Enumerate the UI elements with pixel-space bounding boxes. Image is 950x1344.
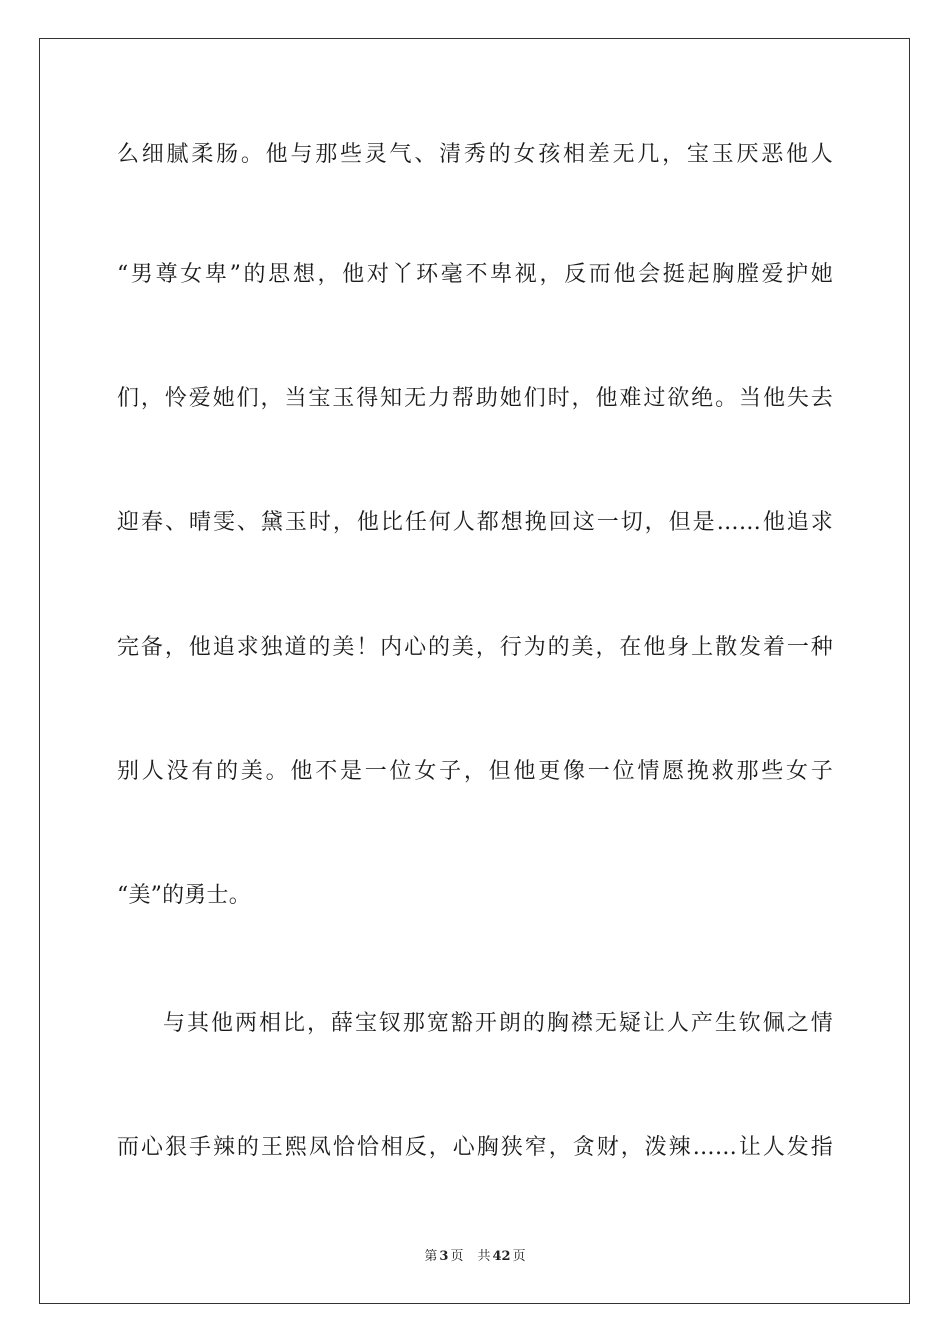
text-line-7: “美”的勇士。 — [117, 883, 251, 908]
text-line-5: 完备，他追求独道的美！内心的美，行为的美，在他身上散发着一种 — [117, 635, 833, 660]
paragraph-start-line: 与其他两相比，薛宝钗那宽豁开朗的胸襟无疑让人产生钦佩之情 — [163, 1011, 833, 1036]
text-line-4: 迎春、晴雯、黛玉时，他比任何人都想挽回这一切，但是……他追求 — [117, 510, 833, 535]
page-border — [39, 38, 910, 1304]
text-line-9: 而心狠手辣的王熙凤恰恰相反，心胸狭窄，贪财，泼辣……让人发指 — [117, 1135, 833, 1160]
total-pages: 42 — [492, 1249, 511, 1264]
total-prefix: 共 — [477, 1249, 491, 1264]
text-line-2: “男尊女卑”的思想，他对丫环毫不卑视，反而他会挺起胸膛爱护她 — [117, 262, 833, 287]
text-line-6: 别人没有的美。他不是一位女子，但他更像一位情愿挽救那些女子 — [117, 759, 833, 784]
text-line-3: 们，怜爱她们，当宝玉得知无力帮助她们时，他难过欲绝。当他失去 — [117, 386, 833, 411]
page-footer — [0, 1248, 950, 1266]
page-suffix: 页 — [450, 1249, 464, 1264]
page-prefix: 第 — [424, 1249, 438, 1264]
text-line-1: 么细腻柔肠。他与那些灵气、清秀的女孩相差无几，宝玉厌恶他人 — [117, 142, 833, 167]
page-number: 3 — [439, 1249, 449, 1264]
total-suffix: 页 — [512, 1249, 526, 1264]
